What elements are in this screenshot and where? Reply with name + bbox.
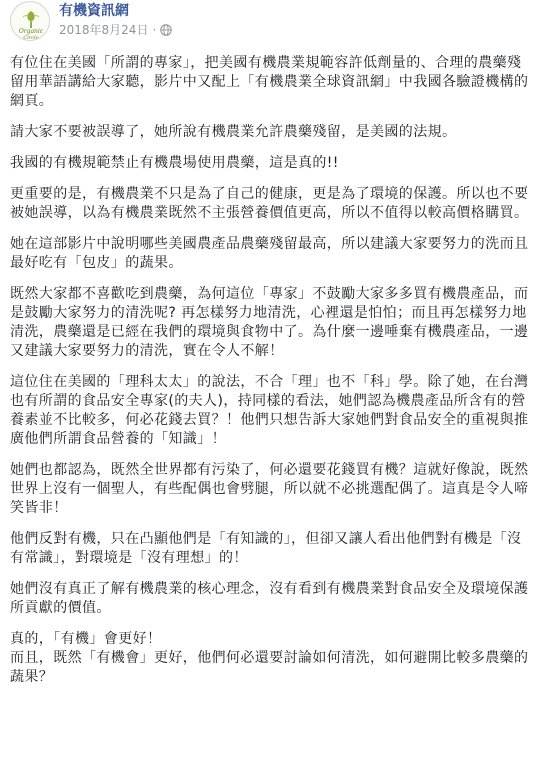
post-timestamp[interactable]: 2018年8月24日 (59, 23, 149, 37)
post-header (10, 0, 530, 48)
svg-text:Organic: Organic (18, 28, 44, 35)
post-paragraph: 請大家不要被誤導了，她所說有機農業允許農藥殘留，是美國的法規。 (10, 124, 457, 140)
post-paragraph: 她們沒有真正了解有機農業的核心理念，沒有看到有機農業對食品安全及環境保護所貢獻的價值。 (10, 581, 529, 616)
separator-dot: · (152, 23, 157, 37)
page-avatar[interactable] (10, 1, 50, 41)
post-paragraph: 既然大家都不喜歡吃到農藥，為何這位「專家」不鼓勵大家多多買有機農產品，而是鼓勵大家努力的清洗呢? 再怎樣努力地清洗，心裡還是怕怕；而且再怎樣努力地清洗，農藥還是已經在我們的環境與食物中了。為什麼一邊唾棄有機農產品，一邊又建議大家要努力的清洗，實在令人不解！ (10, 286, 529, 359)
page-name-link[interactable]: 有機資訊網 (59, 3, 129, 19)
globe-icon[interactable] (160, 24, 172, 36)
organic-logo-icon (11, 2, 50, 41)
post-body (10, 54, 530, 687)
post-paragraph: 她們也都認為，既然全世界都有污染了，何必還要花錢買有機？這就好像說，既然世界上沒有一個聖人，有些配偶也會劈腿，所以就不必挑選配偶了。這真是令人啼笑皆非！ (10, 462, 529, 516)
post-paragraph: 他們反對有機，只在凸顯他們是「有知識的」，但卻又讓人看出他們對有機是「沒有常識」，對環境是「沒有理想」的！ (10, 531, 522, 566)
post-paragraph: 這位住在美國的「理科太太」的說法，不合「理」也不「科」學。除了她，在台灣也有所謂的食品安全專家(的夫人)，持同樣的看法，她們認為機農產品所含有的營養素並不比較多，何必花錢去買？！他們只想告訴大家她們對食品安全的重視與推廣他們所謂食品營養的「知識」！ (10, 374, 529, 447)
svg-text:Circle: Circle (23, 35, 39, 41)
post-paragraph: 我國的有機規範禁止有機農場使用農藥，這是真的!! (10, 155, 339, 171)
post-paragraph: 有位住在美國「所謂的專家」，把美國有機農業規範容許低劑量的、合理的農藥殘留用華語講給大家聽，影片中又配上「有機農業全球資訊網」中我國各驗證機構的網頁。 (10, 55, 529, 109)
post-paragraph: 她在這部影片中說明哪些美國農產品農藥殘留最高，所以建議大家要努力的洗而且最好吃有「包皮」的蔬果。 (10, 236, 529, 271)
post-paragraph: 更重要的是，有機農業不只是為了自己的健康，更是為了環境的保護。所以也不要被她誤導，以為有機農業既然不主張營養價值更高，所以不值得以較高價格購買。 (10, 186, 529, 221)
post-meta (59, 2, 172, 38)
post-subline (59, 22, 172, 38)
post-paragraph: 真的，「有機」會更好！ 而且，既然「有機會」更好，他們何必還要討論如何清洗，如何避開比較多農藥的蔬果？ (10, 631, 529, 685)
